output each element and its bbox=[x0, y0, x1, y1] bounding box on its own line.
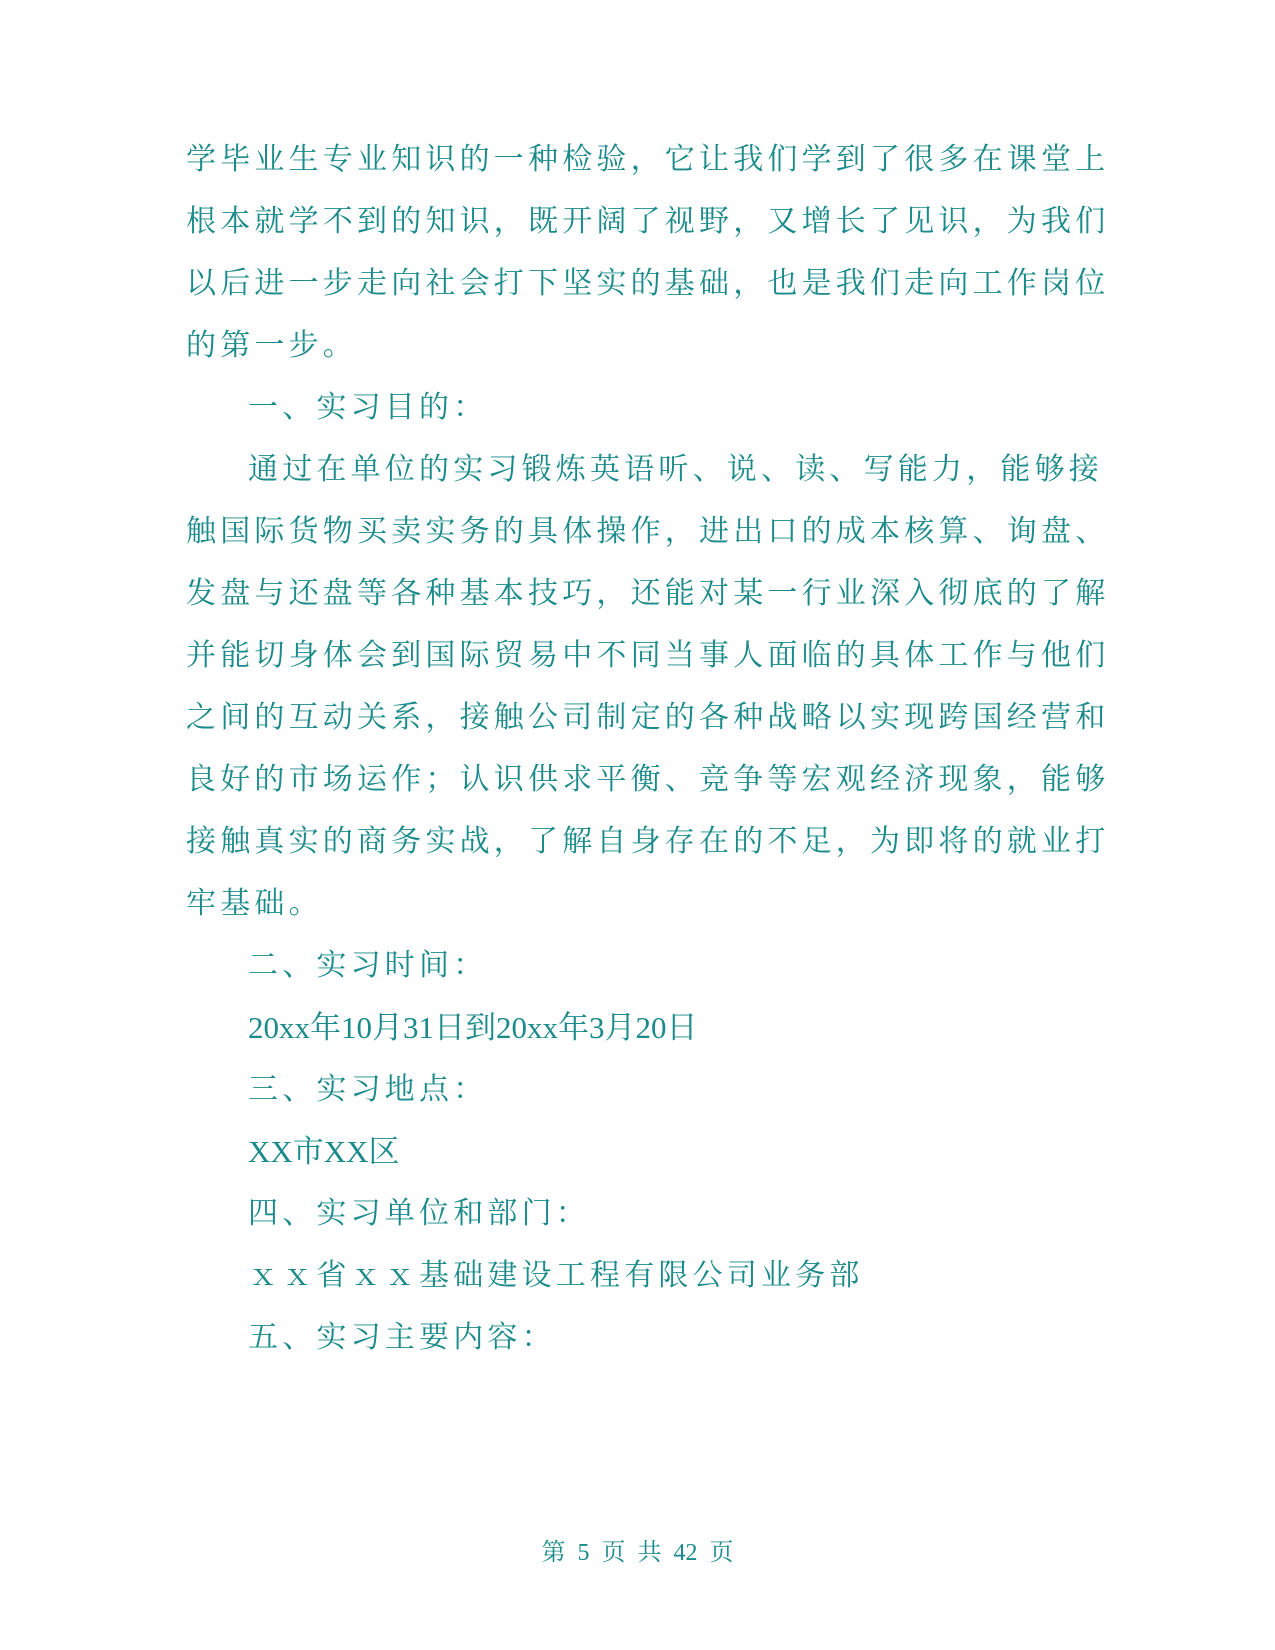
internship-dates: 20xx年10月31日到20xx年3月20日 bbox=[248, 1010, 698, 1045]
paragraph-line: 的第一步。 bbox=[186, 328, 357, 363]
paragraph-line: 并能切身体会到国际贸易中不同当事人面临的具体工作与他们 bbox=[186, 638, 1110, 673]
section-heading: 一、实习目的： bbox=[248, 390, 488, 425]
paragraph-line: 根本就学不到的知识，既开阔了视野，又增长了见识，为我们 bbox=[186, 204, 1110, 239]
paragraph-line: 触国际货物买卖实务的具体操作，进出口的成本核算、询盘、 bbox=[186, 514, 1110, 549]
paragraph-line: 良好的市场运作；认识供求平衡、竞争等宏观经济现象，能够 bbox=[186, 762, 1110, 797]
internship-location: XX市XX区 bbox=[248, 1134, 400, 1169]
page-number-footer: 第 5 页 共 42 页 bbox=[541, 1540, 734, 1566]
paragraph-line: 通过在单位的实习锻炼英语听、说、读、写能力，能够接 bbox=[248, 452, 1103, 487]
section-heading: 四、实习单位和部门： bbox=[248, 1196, 590, 1231]
paragraph-line: 接触真实的商务实战，了解自身存在的不足，为即将的就业打 bbox=[186, 824, 1110, 859]
section-heading: 二、实习时间： bbox=[248, 948, 488, 983]
paragraph-line: 学毕业生专业知识的一种检验，它让我们学到了很多在课堂上 bbox=[186, 142, 1110, 177]
section-heading: 五、实习主要内容： bbox=[248, 1320, 556, 1355]
paragraph-line: 发盘与还盘等各种基本技巧，还能对某一行业深入彻底的了解 bbox=[186, 576, 1110, 611]
paragraph-line: 之间的互动关系，接触公司制定的各种战略以实现跨国经营和 bbox=[186, 700, 1110, 735]
paragraph-line: 以后进一步走向社会打下坚实的基础，也是我们走向工作岗位 bbox=[186, 266, 1110, 301]
paragraph-line: 牢基础。 bbox=[186, 886, 323, 921]
section-heading: 三、实习地点： bbox=[248, 1072, 488, 1107]
internship-company: ｘｘ省ｘｘ基础建设工程有限公司业务部 bbox=[248, 1258, 864, 1293]
